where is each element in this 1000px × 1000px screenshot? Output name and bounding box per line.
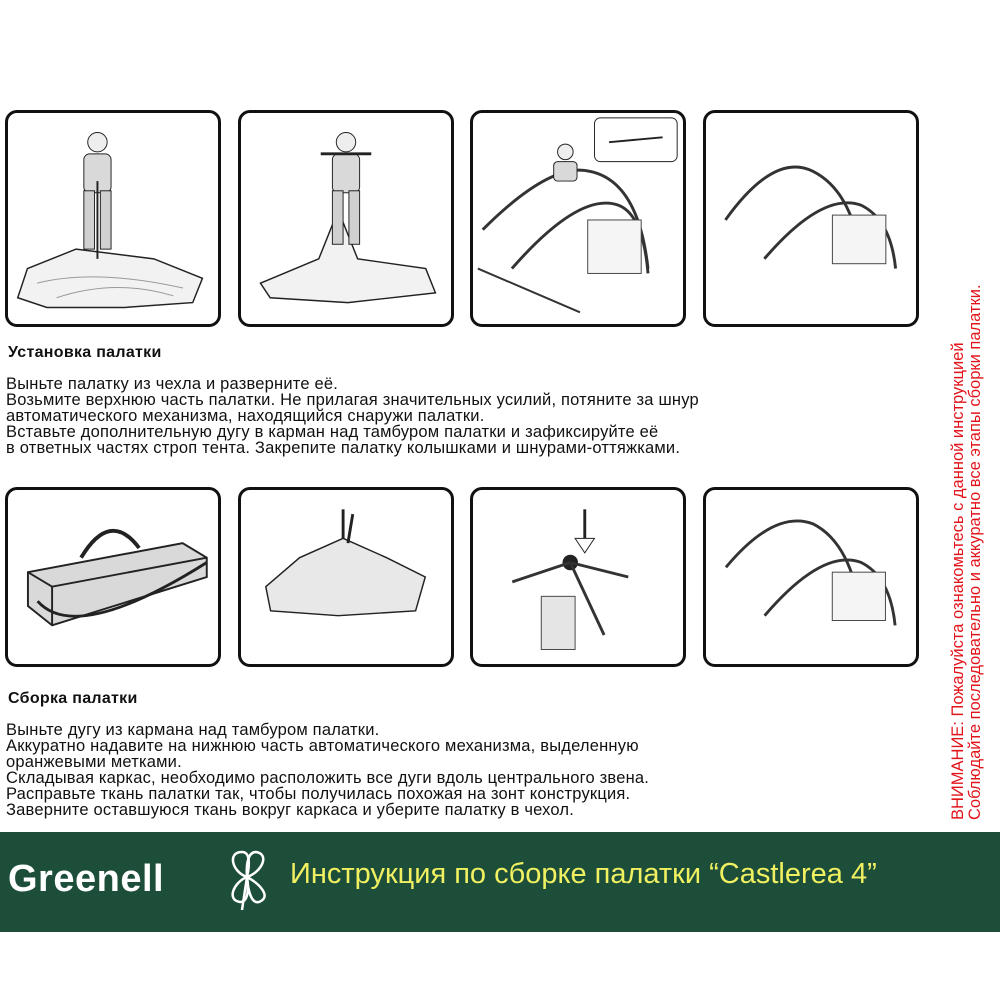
- assembly-line: Аккуратно надавите на нижнюю часть автоматического механизма, выделенную: [6, 737, 639, 755]
- setup-instructions: [6, 376, 699, 456]
- illustration-folded-tent: [238, 487, 454, 667]
- assembly-line: Складывая каркас, необходимо расположить все дуги вдоль центрального звена.: [6, 769, 650, 787]
- illustration-pulling-cord: [470, 110, 686, 327]
- assembly-instructions: [6, 722, 649, 818]
- setup-line: Возьмите верхнюю часть палатки. Не прилагая значительных усилий, потяните за шнур: [6, 391, 699, 409]
- warning-line: ВНИМАНИЕ: Пожалуйста ознакомьтесь с данной инструкцией: [949, 342, 967, 820]
- setup-line: автоматического механизма, находящийся снаружи палатки.: [6, 407, 485, 425]
- warning-line: Соблюдайте последовательно и аккуратно все этапы сборки палатки.: [966, 284, 984, 820]
- illustration-unfolding-tent: [5, 110, 221, 327]
- warning-notice: [949, 284, 984, 820]
- illustration-pressing-mechanism: [470, 487, 686, 667]
- setup-line: Выньте палатку из чехла и разверните её.: [6, 375, 339, 393]
- setup-line: в ответных частях строп тента. Закрепите палатку колышками и шнурами-оттяжками.: [6, 439, 681, 457]
- setup-line: Вставьте дополнительную дугу в карман над тамбуром палатки и зафиксируйте её: [6, 423, 659, 441]
- illustration-lifting-tent: [238, 110, 454, 327]
- clover-icon: [212, 842, 282, 912]
- assembly-line: оранжевыми метками.: [6, 753, 182, 771]
- assembly-line: Заверните оставшуюся ткань вокруг каркаса и уберите палатку в чехол.: [6, 801, 575, 819]
- page-title: Инструкция по сборке палатки “Castlerea 4”: [290, 858, 877, 890]
- bottom-margin: [0, 932, 1000, 1000]
- brand-logo-text: Greenell: [8, 858, 165, 900]
- setup-heading: Установка палатки: [8, 344, 162, 361]
- illustration-erected-tent: [703, 110, 919, 327]
- illustration-carry-bag: [5, 487, 221, 667]
- assembly-line: Расправьте ткань палатки так, чтобы получилась похожая на зонт конструкция.: [6, 785, 631, 803]
- illustration-erected-tent-2: [703, 487, 919, 667]
- assembly-line: Выньте дугу из кармана над тамбуром палатки.: [6, 721, 380, 739]
- assembly-heading: Сборка палатки: [8, 690, 138, 707]
